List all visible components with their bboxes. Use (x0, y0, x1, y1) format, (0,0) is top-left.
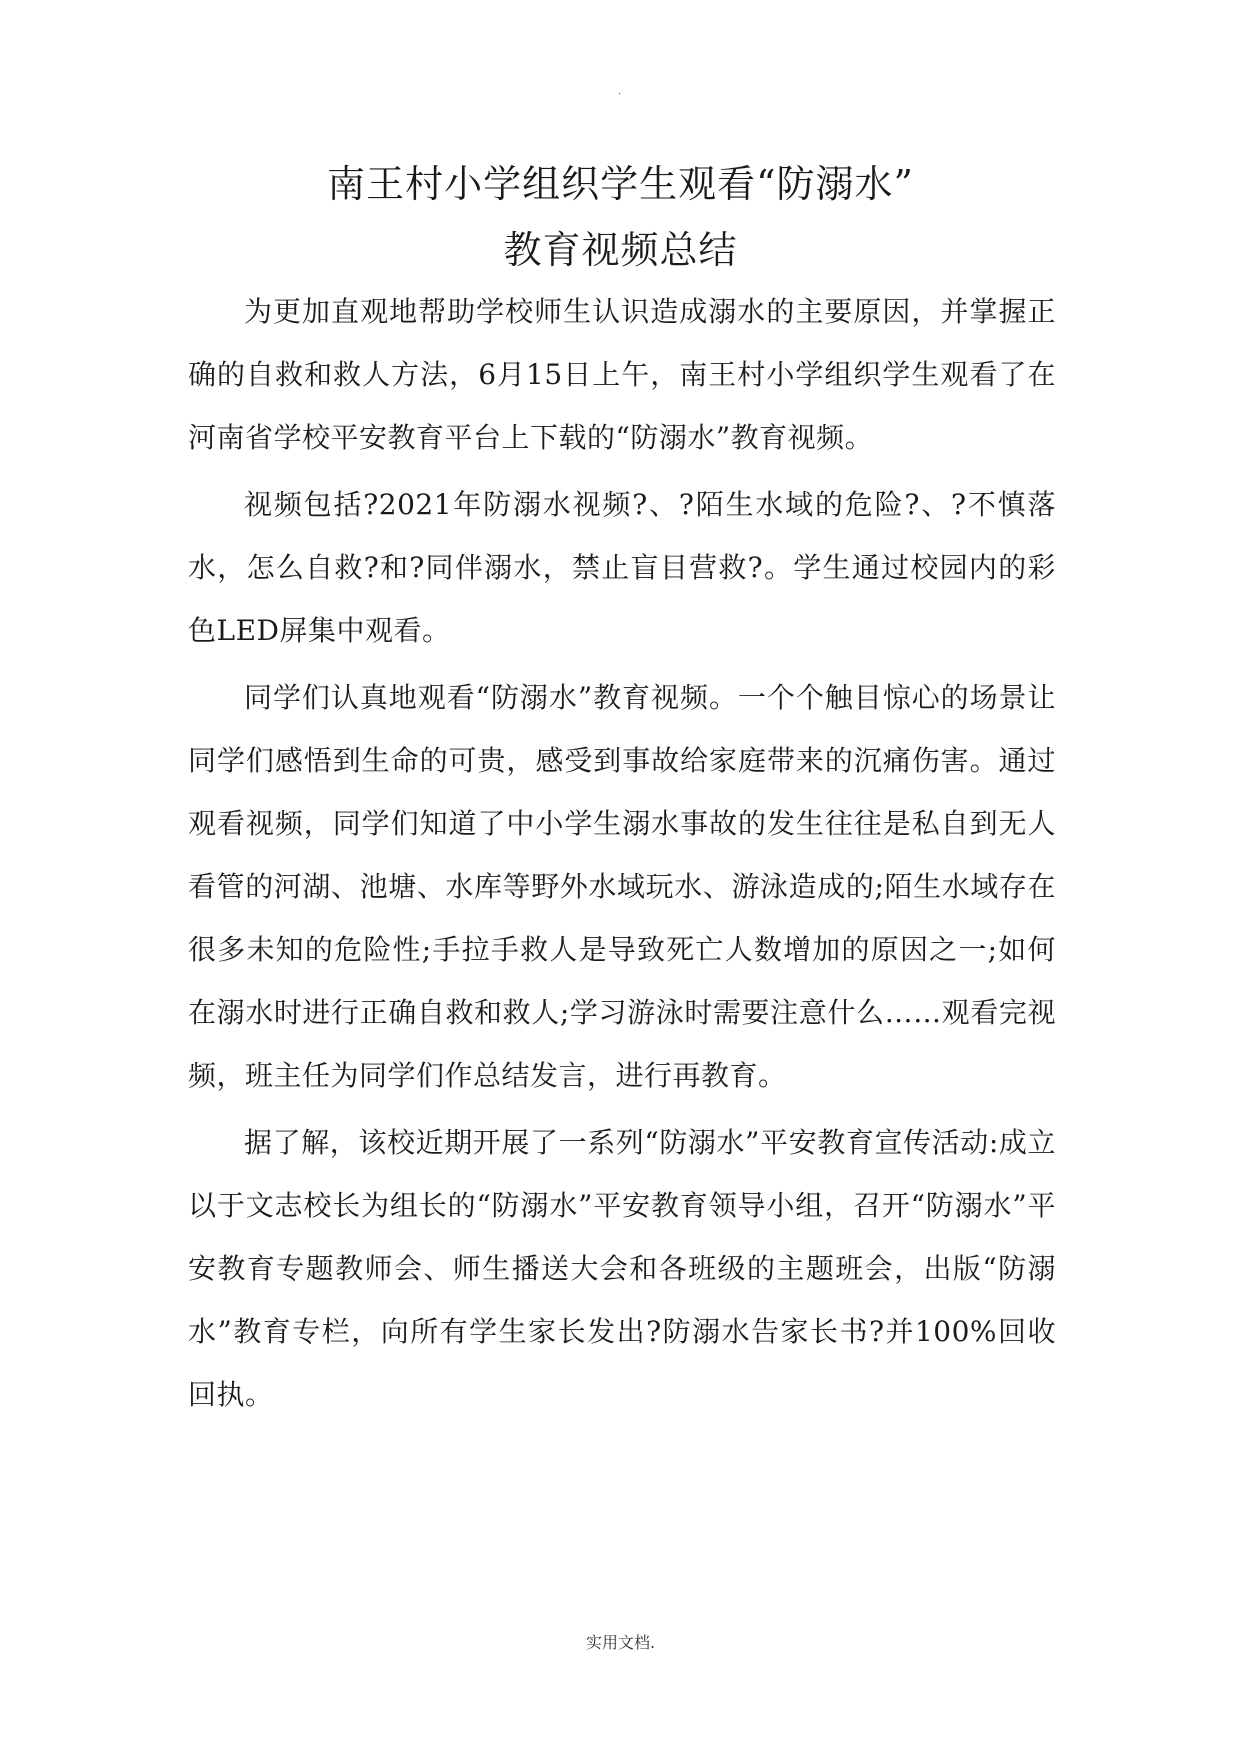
document-body (188, 280, 1056, 1426)
header-mark: . (618, 86, 622, 97)
paragraph: 视频包括?2021年防溺水视频?、?陌生水域的危险?、?不慎落水，怎么自救?和?同伴溺水，禁止盲目营救?。学生通过校园内的彩色LED屏集中观看。 (188, 488, 1056, 647)
page-footer: 实用文档. (585, 1633, 656, 1652)
paragraph: 据了解，该校近期开展了一系列“防溺水”平安教育宣传活动:成立以于文志校长为组长的“防溺水”平安教育领导小组，召开“防溺水”平安教育专题教师会、师生播送大会和各班级的主题班会，出版“防溺水”教育专栏，向所有学生家长发出?防溺水告家长书?并100%回收回执。 (188, 1126, 1056, 1411)
document-title-line-1: 南王村小学组织学生观看“防溺水” (327, 162, 914, 206)
paragraph: 同学们认真地观看“防溺水”教育视频。一个个触目惊心的场景让同学们感悟到生命的可贵，感受到事故给家庭带来的沉痛伤害。通过观看视频，同学们知道了中小学生溺水事故的发生往往是私自到无人看管的河湖、池塘、水库等野外水域玩水、游泳造成的;陌生水域存在很多未知的危险性;手拉手救人是导致死亡人数增加的原因之一;如何在溺水时进行正确自救和救人;学习游泳时需要注意什么……观看完视频，班主任为同学们作总结发言，进行再教育。 (188, 681, 1056, 1092)
document-title-line-2: 教育视频总结 (503, 228, 738, 272)
paragraph: 为更加直观地帮助学校师生认识造成溺水的主要原因，并掌握正确的自救和救人方法，6月15日上午，南王村小学组织学生观看了在河南省学校平安教育平台上下载的“防溺水”教育视频。 (188, 295, 1056, 454)
